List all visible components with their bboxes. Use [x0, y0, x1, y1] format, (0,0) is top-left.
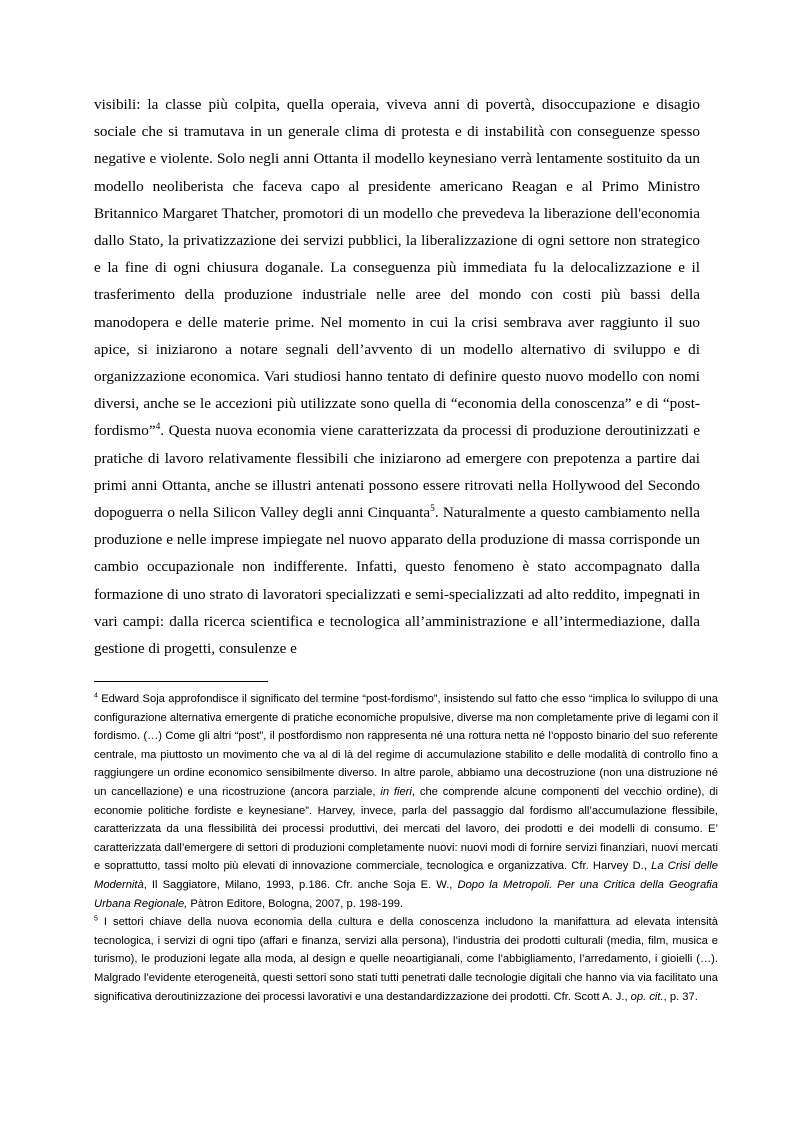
footnote-4-italic-2: La Crisi delle Modernità [94, 860, 718, 891]
footnote-5-text-2: , p. 37. [663, 990, 698, 1003]
footnote-5-text-1: I settori chiave della nuova economia della cultura e della conoscenza includono la manifattura ad elevata intensità tecnologica, i servizi di ogni tipo (affari e finanza, servizi alla persona), l’industria dei prodotti culturali (media, film, musica e turismo), le produzioni legate alla moda, al design e quelle neoartigianali, come l’abbigliamento, l’arredamento, i gioielli (…). Malgrado l’evidente eterogeneità, questi settori sono stati tutti penetrati dalle tecnologie digitali che hanno via via facilitato una significativa deroutinizzazione dei processi lavorativi e una destandardizzazione dei prodotti. Cfr. Scott A. J., [94, 916, 718, 1003]
footnote-5-italic-1: op. cit. [630, 990, 664, 1003]
footnote-4-text-4: Pàtron Editore, Bologna, 2007, p. 198-199. [187, 897, 404, 910]
footnote-4-italic-1: in fieri [380, 785, 412, 798]
footnote-number-5: 5 [94, 915, 98, 923]
footnotes [94, 690, 718, 1006]
footnote-number-4: 4 [94, 692, 98, 700]
body-text-part-3: . Naturalmente a questo cambiamento nella produzione e nelle imprese impiegate nel nuovo apparato della produzione di massa corrisponde un cambio occupazionale non indifferente. Infatti, questo fenomeno è stato accompagnato dalla formazione di uno strato di lavoratori specializzati e semi-specializzati ad alto reddito, impegnati in vari campi: dalla ricerca scientifica e tecnologica all’amministrazione e all’intermediazione, dalla gestione di progetti, consulenze e [94, 504, 700, 658]
footnote-4-text-1: Edward Soja approfondisce il significato del termine “post-fordismo”, insistendo sul fatto che esso “implica lo sviluppo di una configurazione alternativa emergente di pratiche economiche propulsive, diverse ma non completamente prive di legami con il fordismo. (…) Come gli altri “post”, il postfordismo non rappresenta né una rottura netta né l’opposto binario del suo referente centrale, ma piuttosto un movimento che va al di là del regime di accumulazione stabilito e delle modalità di controllo fino a raggiungere un ordine economico sensibilmente diverso. In altre parole, abbiamo una decostruzione (non una distruzione né un cancellazione) e una ricostruzione (ancora parziale, [94, 693, 718, 798]
body-paragraph [94, 91, 700, 662]
body-text-part-1: visibili: la classe più colpita, quella operaia, viveva anni di povertà, disoccupazione e disagio sociale che si tramutava in un generale clima di protesta e di instabilità con conseguenze spesso negative e violente. Solo negli anni Ottanta il modello keynesiano verrà lentamente sostituito da un modello neoliberista che faceva capo al presidente americano Reagan e al Primo Ministro Britannico Margaret Thatcher, promotori di un modello che prevedeva la liberazione dell'economia dallo Stato, la privatizzazione dei servizi pubblici, la liberalizzazione di ogni settore non strategico e la fine di ogni chiusura doganale. La conseguenza più immediata fu la delocalizzazione e il trasferimento della produzione industriale nelle aree del mondo con costi più bassi della manodopera e delle materie prime. Nel momento in cui la crisi sembrava aver raggiunto il suo apice, si iniziarono a notare segnali dell’avvento di un modello alternativo di sviluppo e di organizzazione economica. Vari studiosi hanno tentato di definire questo nuovo modello con nomi diversi, anche se le accezioni più utilizzate sono quella di “economia della conoscenza” e di “post-fordismo” [94, 96, 700, 440]
footnote-4 [94, 690, 718, 913]
body-text-part-2: . Questa nuova economia viene caratterizzata da processi di produzione deroutinizzati e pratiche di lavoro relativamente flessibili che iniziarono ad emergere con prepotenza a partire dai primi anni Ottanta, anche se illustri antenati possono essere ritrovati nella Hollywood del Secondo dopoguerra o nella Silicon Valley degli anni Cinquanta [94, 422, 700, 522]
footnote-ref-5[interactable]: 5 [430, 503, 435, 514]
footnote-4-text-3: , Il Saggiatore, Milano, 1993, p.186. Cfr. anche Soja E. W., [143, 878, 458, 891]
footnote-ref-4[interactable]: 4 [155, 422, 161, 433]
footnote-4-text-2: , che comprende alcune componenti del vecchio ordine), di economie politiche fordiste e keynesiane”. Harvey, invece, parla del passaggio dal fordismo all’accumulazione flessibile, caratterizzata da una flessibilità dei processi produttivi, dei mercati del lavoro, dei prodotti e dei modelli di consumo. E’ caratterizzata dall’emergere di settori di produzioni completamente nuovi: nuovi modi di fornire servizi finanziari, nuovi mercati e soprattutto, tassi molto più elevati di innovazione commerciale, tecnologica e organizzativa. Cfr. Harvey D., [94, 785, 719, 873]
footnote-separator [94, 681, 268, 682]
footnote-5 [94, 913, 718, 1006]
footnote-4-italic-3: Dopo la Metropoli. Per una Critica della Geografia Urbana Regionale, [94, 878, 718, 910]
